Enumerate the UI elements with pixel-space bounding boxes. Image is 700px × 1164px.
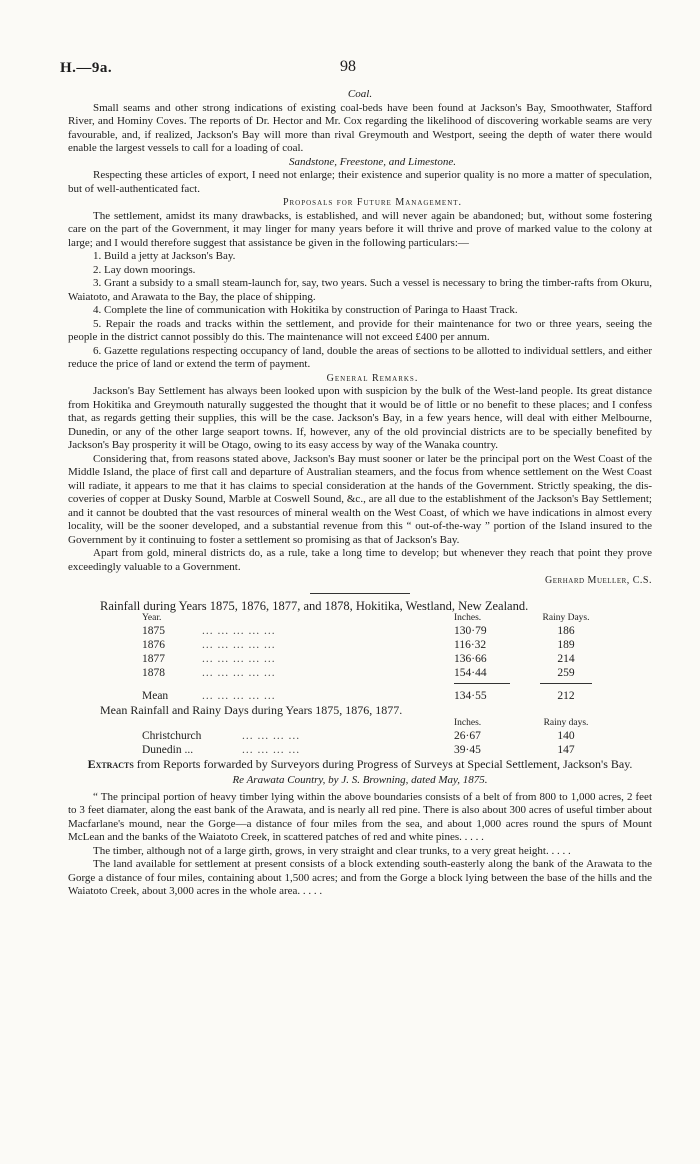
proposal-item: 3. Grant a subsidy to a small steam-launch for, say, two years. Such a vessel is necessary to bring the timber-rafts from Okuru, Waiatoto, and Arawata to the Bay, the place of shipping. — [68, 277, 652, 303]
page-body — [68, 88, 652, 899]
extracts-subtitle: Re Arawata Country, by J. S. Browning, dated May, 1875. — [232, 774, 488, 786]
proposals-intro: The settlement, amidst its many drawbacks, is established, and will never again be abandoned; but, without some fostering care on the part of the Government, it may linger for many years before it will thrive and prove of marked value to the colony at large; and I would therefore suggest that assistance be given in the following particulars:— — [68, 209, 652, 249]
signature: Gerhard Mueller, C.S. — [545, 575, 652, 586]
proposal-item: 1. Build a jetty at Jackson's Bay. — [93, 250, 236, 262]
proposals-heading: Proposals for Future Management. — [282, 197, 463, 208]
mean-table-header: Inches. Rainy days. — [454, 717, 589, 728]
table-row: 1877 ... ... ... ... ... 136·66 214 — [142, 653, 575, 666]
sandstone-paragraph: Respecting these articles of export, I need not enlarge; their existence and superior quality is no more a matter of speculation, but of well-authenticated fact. — [68, 169, 652, 195]
rainfall-table — [100, 600, 652, 758]
sandstone-heading: Sandstone, Freestone, and Limestone. — [288, 155, 456, 168]
extracts-paragraph-1: “ The principal portion of heavy timber lying within the above boundaries consists of a belt of from 800 to 1,000 acres, 2 feet to 3 feet diamater, along the east bank of the Arawata, and is nearly all red pine. There is also about 300 acres of useful timber about Macfarlane's mound, near the Gorge—a distance of four miles from the sea, and about 1,000 acres round the spurs of Mount McLean and the banks of the Waiatoto Creek, in scattered patches of red and white pines. . . . . — [68, 790, 652, 843]
remarks-paragraph-1: Jackson's Bay Settlement has always been looked upon with suspicion by the bulk of the West-land people. Its great distance from Hokitika and Greymouth naturally suggested the thought that it would be of little or no benefit to these places; and I confess that, as regards getting their supplies, this will be the case. Jackson's Bay, in a few years hence, will deal with either Melbourne, Dunedin, or any of the other large seaport towns. If, however, any of the old provincial districts are to be specially benefited by Jackson's Bay prosperity it will be Otago, owing to its easy access by way of the Wanaka country. — [68, 385, 652, 451]
extracts-heading — [68, 758, 652, 772]
proposal-item: 5. Repair the roads and tracks within the settlement, and provide for their maintenance for two or three years, seeing the people in the district cannot possibly do this. The maintenance will not exceed £400 per annum. — [68, 317, 652, 343]
table-row: Christchurch ... ... ... ... 26·67 140 — [142, 729, 575, 742]
proposal-item: 4. Complete the line of communication with Hokitika by construction of Paringa to Haast Track. — [93, 304, 518, 316]
extracts-paragraph-2: The timber, although not of a large girth, grows, in very straight and clear trunks, to a very great height. . . . . — [93, 844, 571, 857]
section-divider — [310, 593, 410, 594]
proposals-list — [68, 250, 652, 372]
remarks-paragraph-3: Apart from gold, mineral districts do, as a rule, take a long time to develop; but whenever they reach that point they prove exceedingly valuable to a Government. — [68, 547, 652, 573]
table-row: 1878 ... ... ... ... ... 154·44 259 — [142, 667, 575, 680]
col-year: Year. — [142, 613, 162, 624]
extracts-heading-rest: from Reports forwarded by Surveyors during Progress of Surveys at Special Settlement, Jackson's Bay. — [136, 756, 633, 771]
proposal-item: 2. Lay down moorings. — [93, 263, 196, 276]
coal-paragraph: Small seams and other strong indications of existing coal-beds have been found at Jackson's Bay, Smoothwater, Stafford River, and Hominy Coves. The reports of Dr. Hector and Mr. Cox regarding the likelihood of discovering workable seams are very favourable, and, if realized, Jackson's Bay will more than rival Greymouth and Westport, seeing the depth of water there would enable the largest vessels to call for a loading of coal. — [68, 101, 652, 154]
remarks-heading: General Remarks. — [326, 372, 419, 384]
table-row: 1875 ... ... ... ... ... 130·79 186 — [142, 625, 575, 638]
proposal-item: 6. Gazette regulations respecting occupancy of land, double the areas of sections to be allotted to individual settlers, and either reduce the price of land or extend the term of payment. — [68, 344, 652, 370]
table-row: Dunedin ... ... ... ... ... 39·45 147 — [142, 743, 575, 756]
report-reference: H.—9a. — [60, 60, 113, 76]
extracts-heading-first: Extracts — [87, 756, 134, 771]
sum-rule — [100, 683, 652, 684]
rainfall-table-title: Rainfall during Years 1875, 1876, 1877, and 1878, Hokitika, Westland, New Zealand. — [100, 598, 529, 613]
page-number: 98 — [340, 58, 356, 75]
col-rainy-days: Rainy Days. — [542, 613, 590, 624]
coal-heading: Coal. — [347, 88, 373, 100]
mean-table-title: Mean Rainfall and Rainy Days during Years 1875, 1876, 1877. — [100, 703, 403, 717]
col-inches: Inches. — [454, 613, 482, 624]
table-row: 1876 ... ... ... ... ... 116·32 189 — [142, 639, 575, 652]
remarks-paragraph-2: Considering that, from reasons stated above, Jackson's Bay must sooner or later be the principal port on the West Coast of the Middle Island, the place of first call and departure of Australian steamers, and the focus from whence settlement on the West Coast will radiate, it appears to me that it has claims to special consideration at the hands of the Government. Strictly speaking, the dis-coveries of copper at Dusky Sound, Marble at Coswell Sound, &c., are all due to the establishment of the Jackson's Bay Settlement; and it cannot be doubted that the vast resources of mineral wealth on the West Coast, of which we have indications in almost every locality, will be the sooner developed, and a substantial revenue from this “ out-of-the-way ” portion of the Island insured to the Government by it continuing to foster a settlement so promising as that of Jackson's Bay. — [68, 452, 652, 546]
rainfall-table-header — [100, 613, 652, 625]
extracts-paragraph-3: The land available for settlement at present consists of a block extending south-easterly along the bank of the Arawata to the Gorge a distance of four miles, containing about 1,500 acres; and from the Gorge a block lying between the base of the hills and the Waiatoto Creek, about 3,000 acres in the whole area. . . . . — [68, 858, 652, 897]
table-row-mean: Mean ... ... ... ... ... 134·55 212 — [142, 690, 575, 703]
